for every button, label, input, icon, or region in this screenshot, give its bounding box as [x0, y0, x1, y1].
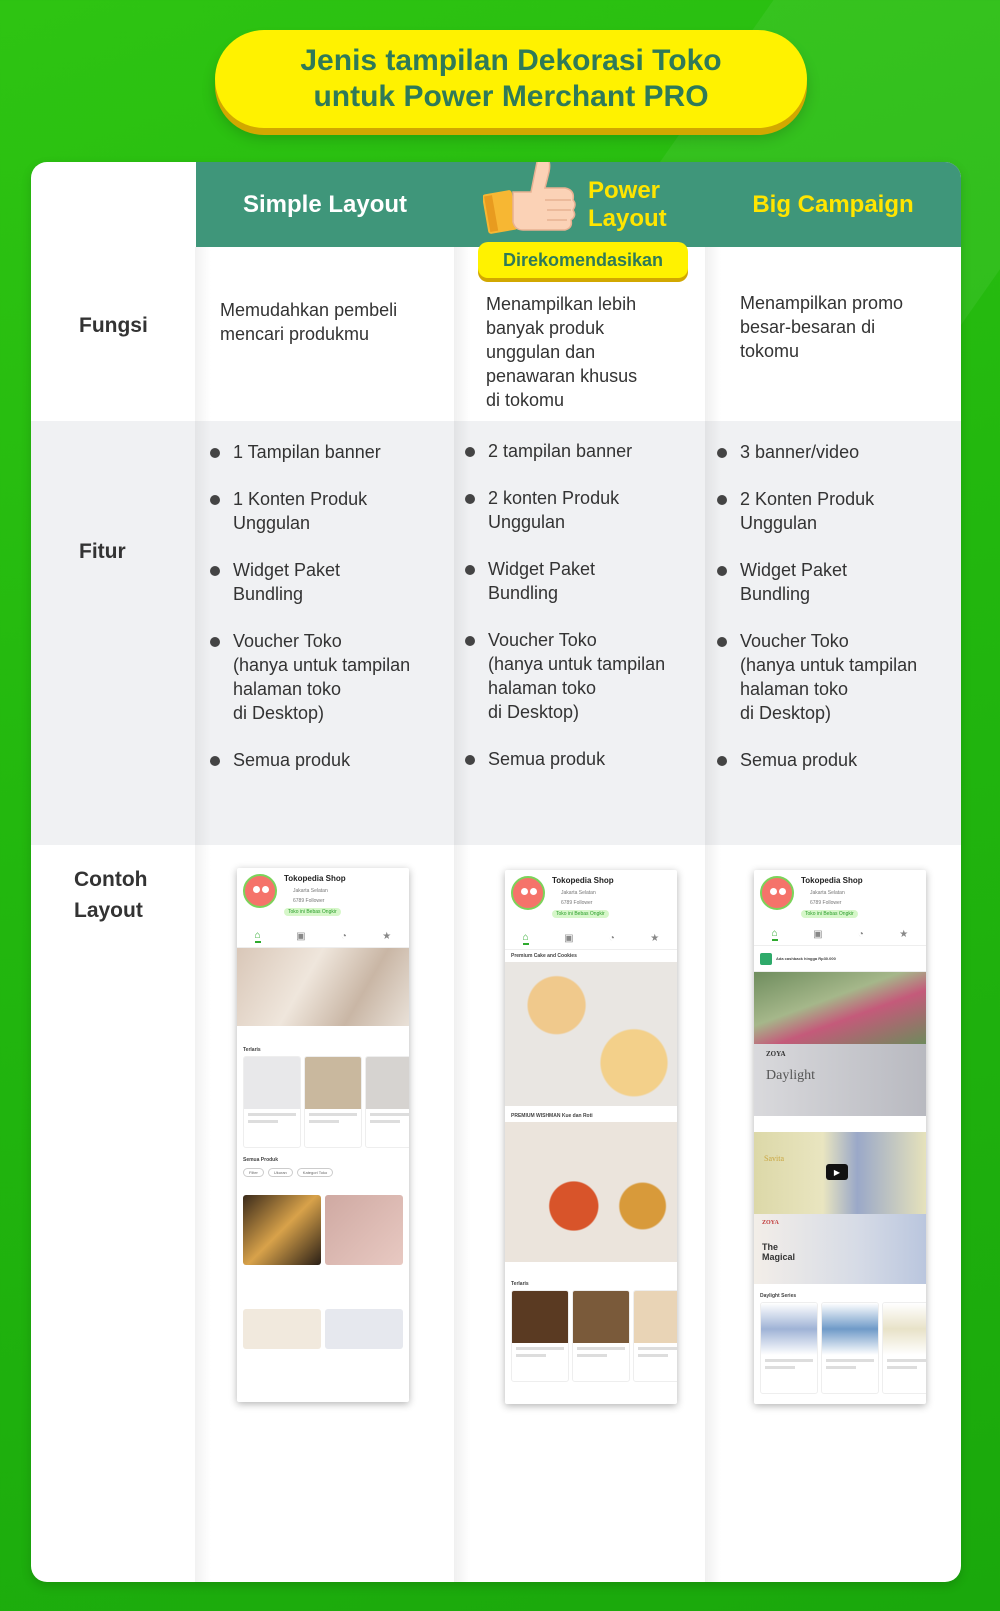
mockup-big-campaign: [754, 870, 926, 1404]
star-icon: ★: [650, 932, 660, 944]
product-image: [243, 1309, 321, 1349]
brand-text: ZOYA: [766, 1050, 786, 1058]
section-title: Semua Produk: [243, 1157, 279, 1163]
product-image: [325, 1195, 403, 1265]
product-card: [882, 1302, 926, 1394]
product-carousel: [237, 1056, 409, 1148]
shop-location: Jakarta Selatan: [561, 890, 596, 896]
free-shipping-chip: Toko ini Bebas Ongkir: [801, 910, 858, 918]
list-item: Voucher Toko (hanya untuk tampilan halaman toko di Desktop): [716, 629, 956, 725]
row-label-contoh-line-1: Contoh: [74, 868, 148, 891]
shop-avatar: [760, 876, 794, 910]
list-item: 2 Konten Produk Unggulan: [716, 487, 956, 535]
section-title: Terlaris: [243, 1047, 261, 1053]
play-icon[interactable]: ▶: [826, 1164, 848, 1180]
list-item: 1 Tampilan banner: [209, 440, 449, 464]
product-icon: ▣: [564, 932, 574, 944]
row-label-fungsi: Fungsi: [79, 314, 148, 337]
product-grid: [237, 1195, 409, 1349]
product-carousel: [754, 1302, 926, 1394]
product-card: [633, 1290, 677, 1382]
header-power-line-1: Power: [588, 176, 661, 204]
shop-location: Jakarta Selatan: [293, 888, 328, 894]
home-icon: ⌂: [771, 927, 778, 939]
mockup-simple-layout: [237, 868, 409, 1402]
fungsi-power: Menampilkan lebih banyak produk unggulan dan penawaran khusus di tokomu: [486, 294, 638, 410]
product-card: [511, 1290, 569, 1382]
product-icon: ▣: [296, 930, 306, 942]
product-card: [365, 1056, 409, 1148]
header-simple-layout: Simple Layout: [242, 190, 408, 218]
fitur-power-list: [464, 439, 704, 771]
shop-name: Tokopedia Shop: [801, 876, 863, 885]
list-item: 3 banner/video: [716, 440, 956, 464]
list-item: Voucher Toko (hanya untuk tampilan halaman toko di Desktop): [464, 628, 704, 724]
campaign-video[interactable]: [754, 1132, 926, 1214]
section-title: PREMIUM WISHMAN Kue dan Roti: [511, 1113, 593, 1119]
mockup-tabs: [505, 929, 677, 947]
star-icon: ★: [382, 930, 392, 942]
mockup-header: [754, 870, 926, 946]
list-item: Voucher Toko (hanya untuk tampilan halaman toko di Desktop): [209, 629, 449, 725]
row-label-contoh-layout: [74, 864, 147, 926]
voucher-icon: [760, 953, 772, 965]
page-title: [215, 30, 807, 128]
section-title: Premium Cake and Cookies: [511, 953, 577, 959]
mockup-power-layout: [505, 870, 677, 1404]
product-card: [304, 1056, 362, 1148]
list-item: 2 tampilan banner: [464, 439, 704, 463]
shop-followers: 6789 Follower: [810, 900, 842, 906]
list-item: Widget Paket Bundling: [464, 557, 704, 605]
comparison-table: [31, 162, 961, 1582]
brand-text: Savita: [764, 1154, 784, 1163]
star-icon: ★: [899, 928, 909, 940]
free-shipping-chip: Toko ini Bebas Ongkir: [552, 910, 609, 918]
fungsi-big: Menampilkan promo besar-besaran di tokomu: [740, 293, 904, 361]
feed-icon: ◔: [340, 930, 347, 942]
list-item: 2 konten Produk Unggulan: [464, 486, 704, 534]
filter-bar: [237, 1166, 409, 1179]
banner-image: [237, 948, 409, 1026]
recommended-badge: Direkomendasikan: [478, 242, 688, 278]
filter-chip: Kategori Toko: [297, 1168, 333, 1177]
shop-followers: 6789 Follower: [293, 898, 325, 904]
shop-followers: 6789 Follower: [561, 900, 593, 906]
feed-icon: ◔: [608, 932, 615, 944]
shop-avatar: [243, 874, 277, 908]
mockup-tabs: [754, 925, 926, 943]
mockup-header: [237, 868, 409, 948]
home-icon: ⌂: [522, 931, 529, 943]
product-card: [243, 1056, 301, 1148]
title-line-1: Jenis tampilan Dekorasi Toko: [300, 44, 722, 77]
shop-location: Jakarta Selatan: [810, 890, 845, 896]
list-item: Widget Paket Bundling: [209, 558, 449, 606]
header-power-layout: [588, 162, 698, 247]
row-label-fitur: Fitur: [79, 540, 126, 563]
thumbs-up-icon: [483, 162, 579, 240]
banner-image: [505, 1122, 677, 1262]
list-item: Semua produk: [716, 748, 956, 772]
free-shipping-chip: Toko ini Bebas Ongkir: [284, 908, 341, 916]
shop-name: Tokopedia Shop: [552, 876, 614, 885]
product-icon: ▣: [813, 928, 823, 940]
header-power-line-2: Layout: [588, 204, 667, 232]
fitur-big-list: [716, 440, 956, 772]
row-label-contoh-line-2: Layout: [74, 899, 143, 922]
shop-avatar: [511, 876, 545, 910]
home-icon: ⌂: [254, 929, 261, 941]
product-card: [760, 1302, 818, 1394]
feed-icon: ◔: [857, 928, 864, 940]
product-card: [572, 1290, 630, 1382]
list-item: Semua produk: [464, 747, 704, 771]
campaign-banner: [754, 1044, 926, 1116]
header-big-campaign: Big Campaign: [752, 190, 914, 218]
voucher-text: Ada cashback hingga Rp30.000: [776, 956, 836, 961]
product-card: [821, 1302, 879, 1394]
brand-text: Daylight: [766, 1068, 815, 1083]
section-title: Daylight Series: [760, 1293, 797, 1299]
list-item: 1 Konten Produk Unggulan: [209, 487, 449, 535]
title-line-2: untuk Power Merchant PRO: [313, 80, 709, 113]
product-image: [243, 1195, 321, 1265]
fungsi-simple: Memudahkan pembeli mencari produkmu: [220, 300, 398, 344]
campaign-banner: [754, 972, 926, 1044]
brand-text: ZOYA: [762, 1220, 779, 1226]
mockup-tabs: [237, 927, 409, 945]
brand-text: The Magical: [762, 1242, 796, 1262]
fitur-simple-list: [209, 440, 449, 772]
voucher-strip: [754, 946, 926, 972]
product-image: [325, 1309, 403, 1349]
filter-chip: Filter: [243, 1168, 264, 1177]
campaign-banner: [754, 1214, 926, 1284]
banner-image: [505, 962, 677, 1106]
shop-name: Tokopedia Shop: [284, 874, 346, 883]
filter-chip: Ukuran: [268, 1168, 293, 1177]
section-title: Terlaris: [511, 1281, 529, 1287]
list-item: Semua produk: [209, 748, 449, 772]
list-item: Widget Paket Bundling: [716, 558, 956, 606]
product-carousel: [505, 1290, 677, 1382]
mockup-header: [505, 870, 677, 950]
